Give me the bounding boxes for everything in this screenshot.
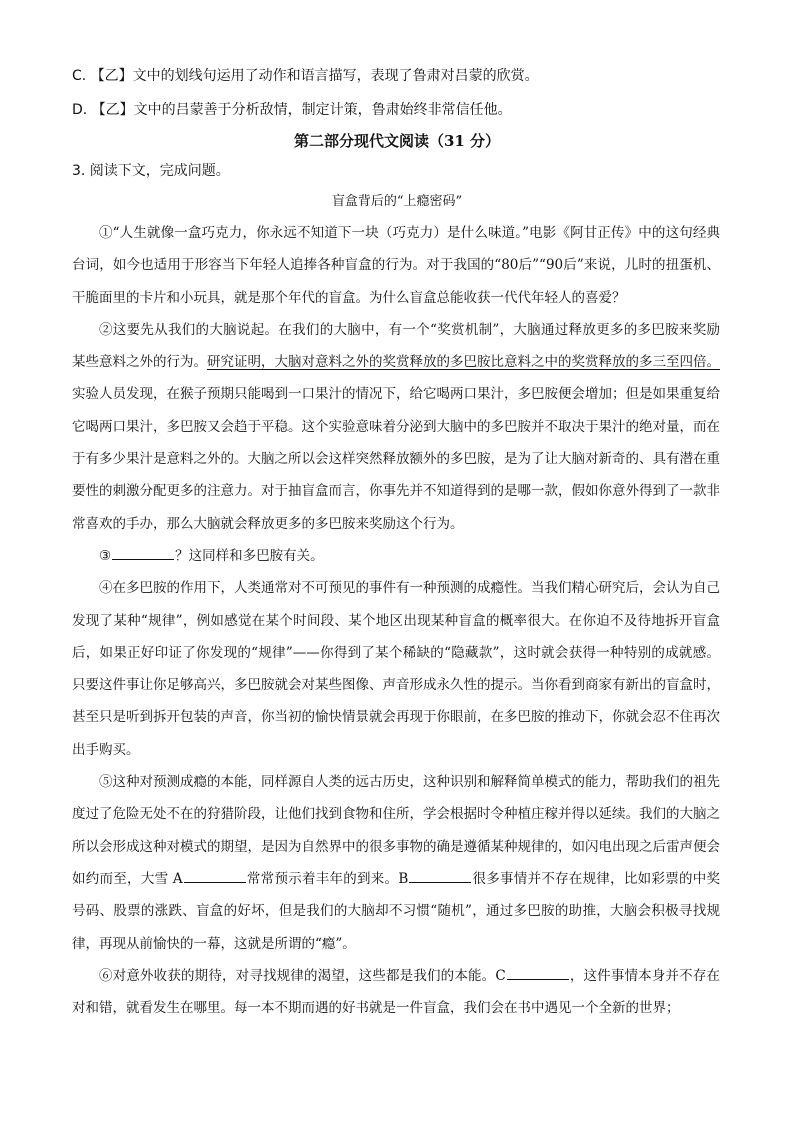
paragraph-5 [72,766,720,960]
paragraph-3 [72,540,720,572]
paragraph-4: ④在多巴胺的作用下，人类通常对不可预见的事件有一种预测的成瘾性。当我们精心研究后，会认为自己发现了某种“规律”，例如感觉在某个时间段、某个地区出现某种盲盒的概率很大。在你迫不及待地拆开盲盒后，如果正好印证了你发现的“规律”——你得到了某个稀缺的“隐藏款”，这时就会获得一种特别的成就感。只要这件事让你足够高兴，多巴胺就会对某些图像、声音形成永久性的提示。当你看到商家有新出的盲盒时，甚至只是听到拆开包装的声音，你当初的愉快情景就会再现于你眼前，在多巴胺的推动下，你就会忍不住再次出手购买。 [72,580,720,758]
article-body [72,217,720,1024]
option-d: D. 【乙】文中的吕蒙善于分析敌情，制定计策，鲁肃始终非常信任他。 [72,102,512,118]
part-heading: 第二部分现代文阅读（31 分） [293,132,501,150]
article-title: 盲盒背后的“上瘾密码” [331,194,463,209]
paragraph-2-text-a: ②这要先从我们的大脑说起。在我们的大脑中，有一个“奖赏机制”，大脑通过释放更多的多巴胺来奖励某些意料之外的行为。 [72,321,720,371]
paragraph-1: ①“人生就像一盒巧克力，你永远不知道下一块（巧克力）是什么味道。”电影《阿甘正传》中的这句经典台词，如今也适用于形容当下年轻人追捧各种盲盒的行为。对于我国的“80后”“90后”来说，儿时的扭蛋机、干脆面里的卡片和小玩具，就是那个年代的盲盒。为什么盲盒总能收获一代代年轻人的喜爱？ [72,225,720,306]
paragraph-3-number: ③ [99,547,112,564]
paragraph-6-text-b: ，这件事情本身并不存在对和错，就看发生在哪里。每一本不期而遇的好书就是一件盲盒，我们会在书中遇见一个全新的世界； [72,967,720,1017]
paragraph-6-text-a: ⑥对意外收获的期待，对寻找规律的渴望，这些都是我们的本能。C [99,967,506,984]
paragraph-6 [72,960,720,1025]
answer-blank-a[interactable] [184,881,246,883]
underlined-sentence: 研究证明，大脑对意料之外的奖赏释放的多巴胺比意料之中的奖赏释放的多三至四倍。 [207,354,720,371]
paragraph-2-text-b: 实验人员发现，在猴子预期只能喝到一口果汁的情况下，给它喝两口果汁，多巴胺便会增加；但是如果重复给它喝两口果汁，多巴胺又会趋于平稳。这个实验意味着分泌到大脑中的多巴胺并不取决于果汁的绝对量，而在于有多少果汁是意料之外的。大脑之所以会这样突然释放额外的多巴胺，是为了让大脑对新奇的、具有潜在重要性的刺激分配更多的注意力。对于抽盲盒而言，你事先并不知道得到的是哪一款，假如你意外得到了一款非常喜欢的手办，那么大脑就会释放更多的多巴胺来奖励这个行为。 [72,386,720,532]
option-c: C. 【乙】文中的划线句运用了动作和语言描写，表现了鲁肃对吕蒙的欣赏。 [72,68,539,84]
answer-blank[interactable] [112,558,174,560]
answer-blank-c[interactable] [507,978,569,980]
paragraph-5-text-a: ⑤这种对预测成瘾的本能，同样源自人类的远古历史，这种识别和解释简单模式的能力，帮助我们的祖先度过了危险无处不在的狩猎阶段，让他们找到食物和住所，学会根据时令种植庄稼并得以延续。我们的大脑之所以会形成这种对模式的期望，是因为自然界中的很多事物的确是遵循某种规律的，如闪电出现之后雷声便会如约而至，大雪 A [72,774,720,887]
paragraph-2 [72,314,720,540]
answer-blank-b[interactable] [409,881,471,883]
paragraph-5-text-b: 常常预示着丰年的到来。B [246,870,409,887]
paragraph-5-text-c: 很多事情并不存在规律，比如彩票的中奖号码、股票的涨跌、盲盒的好坏，但是我们的大脑却不习惯“随机”，通过多巴胺的助推，大脑会积极寻找规律，再现从前愉快的一幕，这就是所谓的“瘾”。 [72,870,721,952]
paragraph-3-text: ？这同样和多巴胺有关。 [175,547,324,564]
question-intro: 3. 阅读下文，完成问题。 [72,163,230,179]
